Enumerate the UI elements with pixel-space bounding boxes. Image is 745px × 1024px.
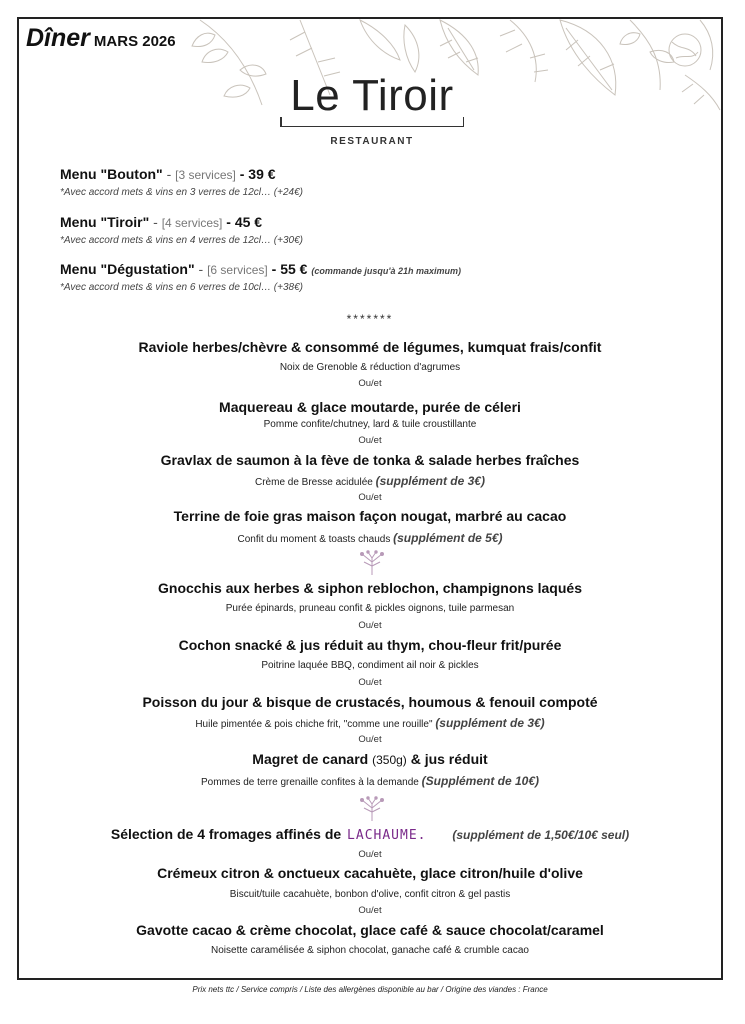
menu-formula-degustation xyxy=(60,261,461,293)
logo-bracket-line xyxy=(280,126,464,131)
herb-sprig-divider-icon xyxy=(354,796,390,822)
menu-formula-tiroir xyxy=(60,214,303,246)
footer-legal-note: Prix nets ttc / Service compris / Liste des allergènes disponible au bar / Origine des viandes : France xyxy=(192,985,548,994)
or-and-label: Ou/et xyxy=(358,905,382,916)
dish-title: Cochon snacké & jus réduit au thym, chou-fleur frit/purée xyxy=(178,637,562,653)
supplement-price: (supplément de 3€) xyxy=(375,474,485,488)
dish-description: Purée épinards, pruneau confit & pickles oignons, tuile parmesan xyxy=(225,603,515,614)
menu-date: MARS 2026 xyxy=(93,33,176,50)
logo-name: Le Tiroir xyxy=(290,71,454,120)
wine-pairing-note: *Avec accord mets & vins en 4 verres de 12cl… (+30€) xyxy=(60,235,303,246)
cheese-brand-logo: LACHAUME. xyxy=(347,828,427,843)
or-and-label: Ou/et xyxy=(358,734,382,745)
header-title xyxy=(26,24,176,53)
price-separator: - xyxy=(239,166,245,182)
or-and-label: Ou/et xyxy=(358,849,382,860)
menu-services: [6 services] xyxy=(207,263,268,277)
menu-price: 55 € xyxy=(280,261,308,277)
menu-price: 45 € xyxy=(234,214,263,230)
section-separator-stars: ******* xyxy=(346,312,394,326)
dish-title: Gnocchis aux herbes & siphon reblochon, champignons laqués xyxy=(158,580,582,596)
dish-line xyxy=(17,531,723,545)
dish-title: Maquereau & glace moutarde, purée de céleri xyxy=(219,399,521,415)
dinner-heading: Dîner xyxy=(26,24,90,52)
supplement-price: (Supplément de 10€) xyxy=(421,774,540,788)
menu-services: [4 services] xyxy=(161,216,223,230)
dish-weight: (350g) xyxy=(372,753,407,767)
dish-line xyxy=(17,716,723,730)
logo-subtitle: RESTAURANT xyxy=(330,136,414,147)
price-separator: - xyxy=(226,214,231,230)
dish-line xyxy=(17,474,723,488)
dish-description: Confit du moment & toasts chauds xyxy=(237,534,391,545)
dish-title: Poisson du jour & bisque de crustacés, houmous & fenouil compoté xyxy=(142,694,598,710)
cheese-line xyxy=(17,826,723,843)
menu-name: Menu "Tiroir" xyxy=(60,214,150,230)
dish-title-line xyxy=(17,751,723,767)
price-separator: - xyxy=(271,261,277,277)
menu-services: [3 services] xyxy=(175,168,236,182)
dish-title-end: & jus réduit xyxy=(410,751,488,767)
menu-separator: - xyxy=(198,261,204,277)
restaurant-logo xyxy=(272,70,472,147)
menu-formula-line xyxy=(60,261,461,277)
dish-line xyxy=(17,774,723,788)
dish-title: Gravlax de saumon à la fève de tonka & salade herbes fraîches xyxy=(160,452,580,468)
menu-formula-bouton xyxy=(60,166,303,198)
supplement-price: (supplément de 3€) xyxy=(435,716,545,730)
dish-description: Biscuit/tuile cacahuète, bonbon d'olive, confit citron & gel pastis xyxy=(229,889,511,900)
order-deadline-note: (commande jusqu'à 21h maximum) xyxy=(311,266,462,276)
or-and-label: Ou/et xyxy=(358,378,382,389)
menu-separator: - xyxy=(166,166,172,182)
menu-name: Menu "Dégustation" xyxy=(60,261,195,277)
menu-formula-line xyxy=(60,214,303,230)
menu-formula-line xyxy=(60,166,303,182)
or-and-label: Ou/et xyxy=(358,620,382,631)
dish-description: Noix de Grenoble & réduction d'agrumes xyxy=(279,362,461,373)
dish-description: Huile pimentée & pois chiche frit, "comme une rouille" xyxy=(195,719,433,730)
herb-sprig-divider-icon xyxy=(354,550,390,576)
dish-description: Pommes de terre grenaille confites à la demande xyxy=(200,777,419,788)
dish-title: Magret de canard xyxy=(252,751,369,767)
menu-price: 39 € xyxy=(248,166,276,182)
dish-title: Crémeux citron & onctueux cacahuète, glace citron/huile d'olive xyxy=(157,865,583,881)
cheese-title: Sélection de 4 fromages affinés de xyxy=(110,826,342,842)
dish-title: Gavotte cacao & crème chocolat, glace café & sauce chocolat/caramel xyxy=(136,922,604,938)
menu-separator: - xyxy=(153,214,158,230)
supplement-price: (supplément de 5€) xyxy=(393,531,503,545)
menu-name: Menu "Bouton" xyxy=(60,166,163,182)
dish-title: Raviole herbes/chèvre & consommé de légumes, kumquat frais/confit xyxy=(138,339,602,355)
dish-title: Terrine de foie gras maison façon nougat, marbré au cacao xyxy=(173,508,567,524)
wine-pairing-note: *Avec accord mets & vins en 6 verres de 10cl… (+38€) xyxy=(60,282,303,293)
wine-pairing-note: *Avec accord mets & vins en 3 verres de 12cl… (+24€) xyxy=(60,187,303,198)
or-and-label: Ou/et xyxy=(358,492,382,503)
dish-description: Poitrine laquée BBQ, condiment ail noir & pickles xyxy=(261,660,479,671)
or-and-label: Ou/et xyxy=(358,677,382,688)
dish-description: Pomme confite/chutney, lard & tuile croustillante xyxy=(263,419,477,430)
or-and-label: Ou/et xyxy=(358,435,382,446)
dish-description: Noisette caramélisée & siphon chocolat, ganache café & crumble cacao xyxy=(211,945,529,956)
dish-description: Crème de Bresse acidulée xyxy=(255,477,373,488)
supplement-price: (supplément de 1,50€/10€ seul) xyxy=(452,828,630,842)
